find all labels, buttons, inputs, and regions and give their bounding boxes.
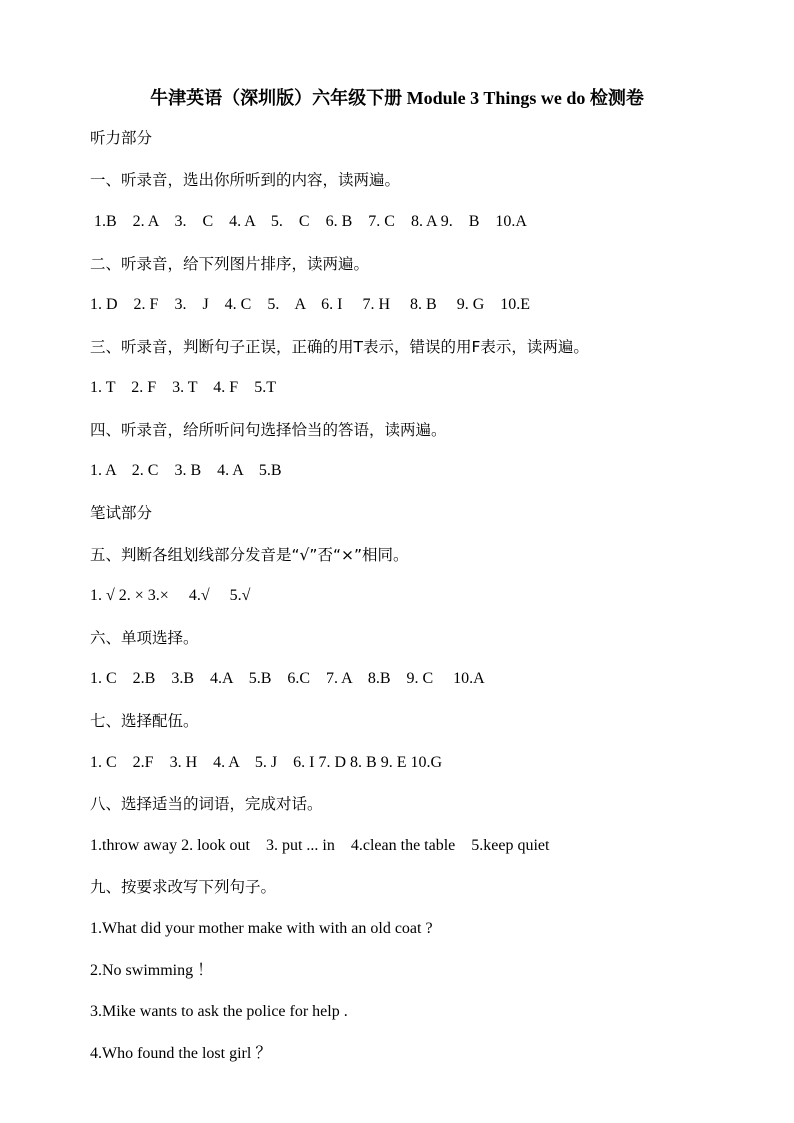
question-1-answers: 1.B 2. A 3. C 4. A 5. C 6. B 7. C 8. A 9. B 10.A xyxy=(90,213,527,230)
question-7-heading: 七、选择配伍。 xyxy=(90,712,199,730)
question-9-item: 4.Who found the lost girl ？ xyxy=(90,1045,272,1062)
question-5-heading: 五、判断各组划线部分发音是“√”否“×”相同。 xyxy=(90,546,409,564)
question-1-heading: 一、听录音，选出你所听到的内容，读两遍。 xyxy=(90,171,401,189)
question-9-item: 2.No swimming ！ xyxy=(90,962,214,979)
question-9-item: 3.Mike wants to ask the police for help . xyxy=(90,1003,348,1020)
question-9-heading: 九、按要求改写下列句子。 xyxy=(90,878,277,896)
question-8-answers: 1.throw away 2. look out 3. put ... in 4.clean the table 5.keep quiet xyxy=(90,837,550,854)
question-2-heading: 二、听录音，给下列图片排序，读两遍。 xyxy=(90,255,370,273)
question-5-answers: 1. √ 2. × 3.× 4.√ 5.√ xyxy=(90,587,251,604)
question-6-heading: 六、单项选择。 xyxy=(90,629,199,647)
page-title: 牛津英语（深圳版）六年级下册 Module 3 Things we do 检测卷 xyxy=(150,88,644,108)
question-7-answers: 1. C 2.F 3. H 4. A 5. J 6. I 7. D 8. B 9. E 10.G xyxy=(90,754,443,771)
question-6-answers: 1. C 2.B 3.B 4.A 5.B 6.C 7. A 8.B 9. C 10.A xyxy=(90,670,485,687)
question-2-answers: 1. D 2. F 3. J 4. C 5. A 6. I 7. H 8. B 9. G 10.E xyxy=(90,296,531,313)
question-4-answers: 1. A 2. C 3. B 4. A 5.B xyxy=(90,462,282,479)
section-listening-heading: 听力部分 xyxy=(90,129,153,147)
question-3-answers: 1. T 2. F 3. T 4. F 5.T xyxy=(90,379,276,396)
question-9-item: 1.What did your mother make with with an old coat ? xyxy=(90,920,433,937)
question-4-heading: 四、听录音，给所听问句选择恰当的答语，读两遍。 xyxy=(90,421,447,439)
question-3-heading: 三、听录音，判断句子正误，正确的用T表示，错误的用F表示，读两遍。 xyxy=(90,338,589,356)
question-8-heading: 八、选择适当的词语，完成对话。 xyxy=(90,795,323,813)
section-written-heading: 笔试部分 xyxy=(90,504,153,522)
